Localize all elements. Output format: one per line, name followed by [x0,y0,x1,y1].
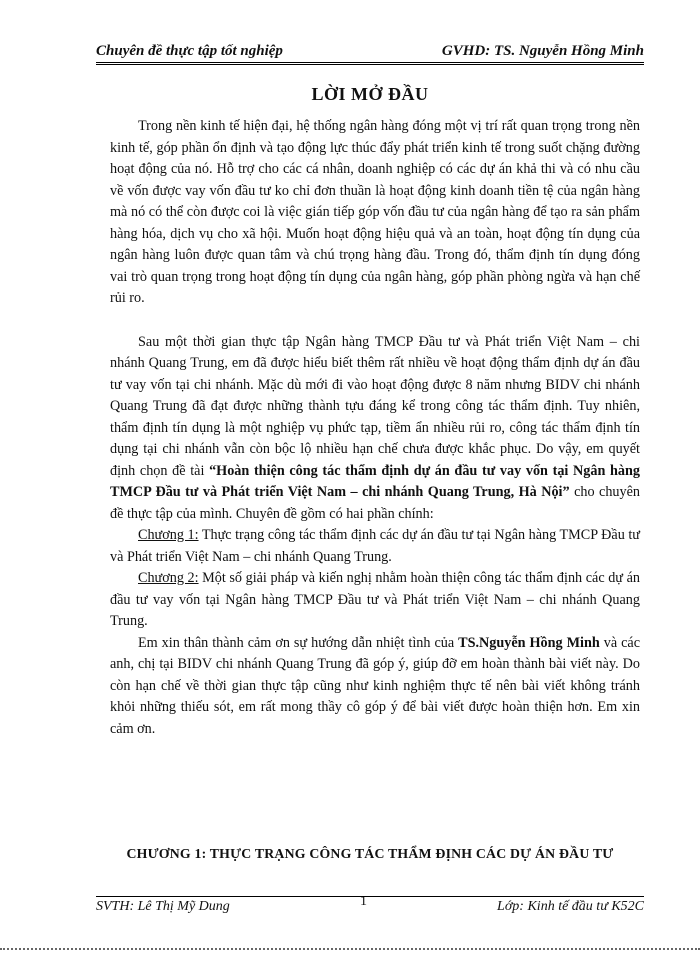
page-header [96,36,644,65]
page-title: LỜI MỞ ĐẦU [311,84,429,104]
chapter-2-text: Một số giải pháp và kiến nghị nhằm hoàn thiện công tác thẩm định các dự án đầu tư vay vốn tại Ngân hàng TMCP Đầu tư và Phát triển Việt Nam – chi nhánh Quang Trung. [110,570,640,629]
chapter-heading: CHƯƠNG 1: THỰC TRẠNG CÔNG TÁC THẨM ĐỊNH CÁC DỰ ÁN ĐẦU TƯ [126,846,614,861]
p2-text-start: Sau một thời gian thực tập Ngân hàng TMCP Đầu tư và Phát triển Việt Nam – chi nhánh Quang Trung, em đã được hiểu biết thêm rất nhiều về hoạt động thẩm định dự án đầu tư vay vốn tại chi nhánh. Mặc dù mới đi vào hoạt động được 8 năm nhưng BIDV chi nhánh Quang Trung đã đạt được những thành tựu đáng kể trong công tác thẩm định. Tuy nhiên, thẩm định tín dụng là một nghiệp vụ phức tạp, tiềm ẩn nhiều rủi ro, công tác thẩm định tín dụng tại chi nhánh vẫn còn bộc lộ nhiều hạn chế chưa được khắc phục. Do vậy, em quyết định chọn đề tài [110,333,640,479]
advisor-name: TS.Nguyễn Hồng Minh [458,634,600,651]
footer-left: SVTH: Lê Thị Mỹ Dung [96,899,230,914]
chapter-2-label: Chương 2: [138,570,199,586]
intro-paragraph-1: Trong nền kinh tế hiện đại, hệ thống ngân hàng đóng một vị trí rất quan trọng trong nền kinh tế, góp phần ổn định và tạo động lực thúc đẩy phát triển kinh tế trong suốt chặng đường hoạt động của nó. Hỗ trợ cho các cá nhân, doanh nghiệp có các dự án khả thi và có nhu cầu về vốn được vay vốn đầu tư ko chỉ đơn thuần là hoạt động kinh doanh tiền tệ của ngân hàng mà nó có thể còn được coi là việc gián tiếp góp vốn đầu tư của ngân hàng để tạo ra sản phẩm hàng hóa, dịch vụ cho xã hội. Muốn hoạt động hiệu quả và an toàn, hoạt động tín dụng của ngân hàng luôn được quan tâm và chú trọng hàng đầu. Trong đó, thẩm định tín dụng đóng vai trò quan trọng trong hoạt động tín dụng của ngân hàng, góp phần phòng ngừa và hạn chế rủi ro. [110,118,640,306]
ack-text-end: và các anh, chị tại BIDV chi nhánh Quang Trung đã góp ý, giúp đỡ em hoàn thành bài viết này. Do còn hạn chế về thời gian thực tập cũng như kinh nghiệm thực tế nên bài viết không tránh khỏi những thiếu sót, em rất mong thầy cô góp ý để bài viết được hoàn thiện hơn. Em xin cảm ơn. [110,634,640,737]
chapter-1-summary [110,525,640,568]
chapter-1-text: Thực trạng công tác thẩm định các dự án đầu tư tại Ngân hàng TMCP Đầu tư và Phát triển Việt Nam – chi nhánh Quang Trung. [110,527,640,565]
chapter-2-summary [110,568,640,633]
page-footer [96,896,644,921]
acknowledgement-paragraph [110,633,640,741]
p2-text-end: cho chuyên đề thực tập của mình. Chuyên đề gồm có hai phần chính: [110,484,640,522]
intro-paragraph-2 [110,332,640,526]
header-left: Chuyên đề thực tập tốt nghiệp [96,43,283,59]
page-break-divider [0,948,700,950]
page-number: 1 [360,894,367,909]
chapter-1-label: Chương 1: [138,527,199,543]
document-body [110,116,640,740]
header-right: GVHD: TS. Nguyễn Hồng Minh [441,43,644,59]
ack-text-start: Em xin thân thành cảm ơn sự hướng dẫn nhiệt tình của [138,634,459,651]
thesis-topic: “Hoàn thiện công tác thẩm định dự án đầu tư vay vốn tại Ngân hàng TMCP Đầu tư và Phát triển Việt Nam – chi nhánh Quang Trung, Hà Nội” [110,462,641,500]
footer-right: Lớp: Kinh tế đầu tư K52C [497,899,644,914]
